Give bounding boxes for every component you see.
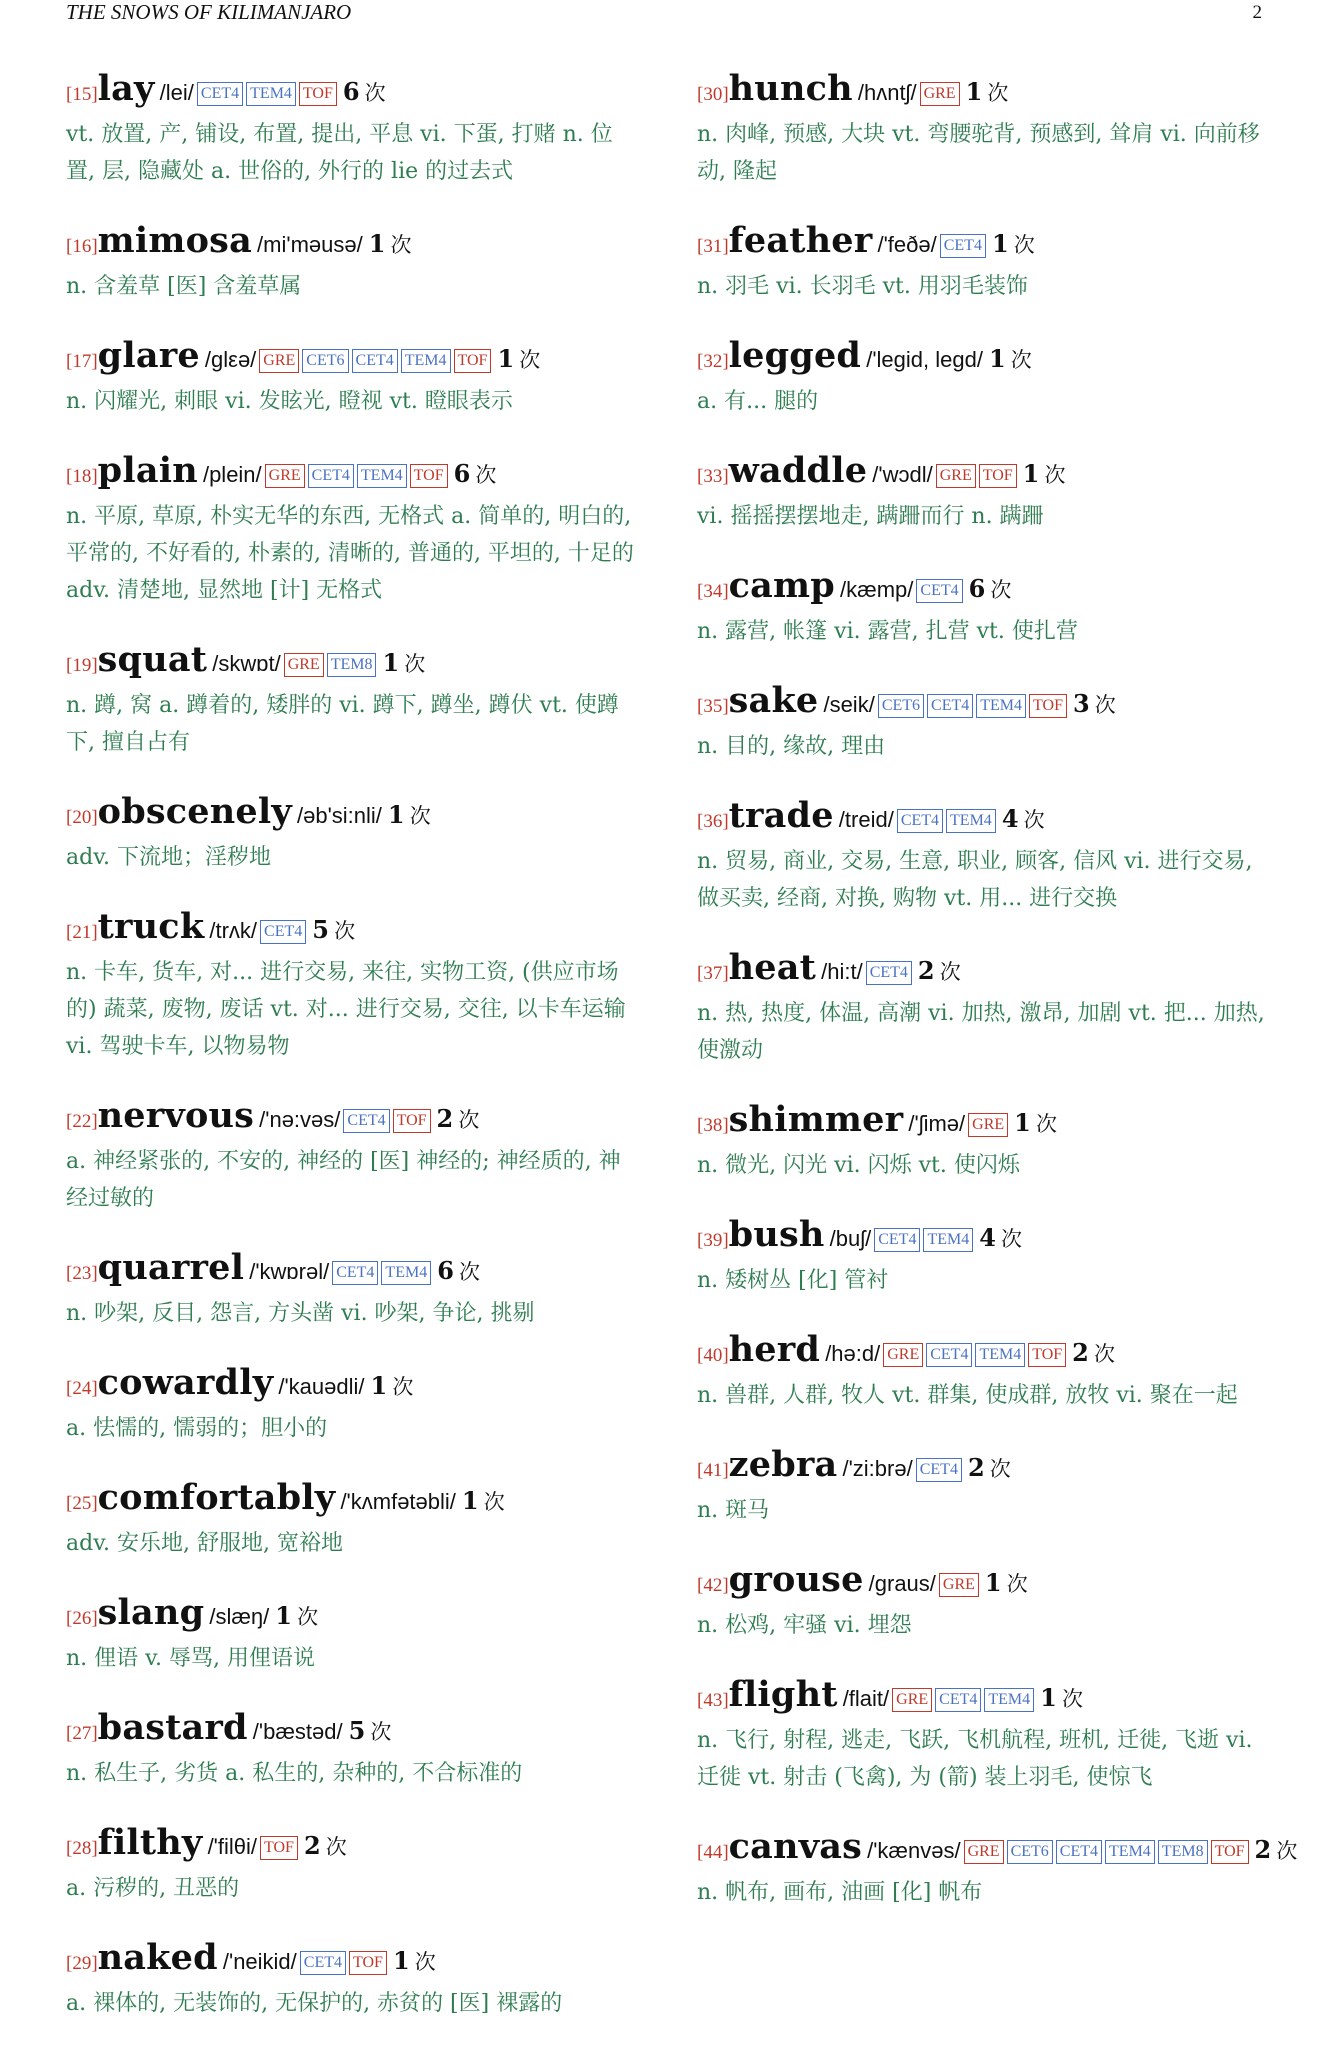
entry-headline: [697, 68, 1275, 116]
vocab-entry: [66, 639, 634, 761]
exam-tag-cet4: CET4: [926, 1343, 972, 1367]
entry-headline: [697, 1826, 1298, 1874]
definition: a. 污秽的, 丑恶的: [66, 1876, 240, 1901]
exam-tag-gre: GRE: [883, 1343, 923, 1367]
entry-headline: [697, 450, 1275, 498]
exam-tag-cet4: CET4: [352, 349, 398, 373]
count-unit: 次: [475, 463, 497, 487]
exam-tag-cet6: CET6: [878, 694, 924, 718]
occurrence-count: 1: [1022, 459, 1040, 488]
entry-number: [19]: [66, 655, 98, 676]
exam-tag-tof: TOF: [393, 1109, 431, 1133]
occurrence-count: 5: [348, 1716, 366, 1745]
occurrence-count: 2: [1072, 1338, 1089, 1367]
headword: feather: [728, 220, 873, 261]
headword: hunch: [728, 68, 853, 109]
pronunciation: /'wɔdl/: [872, 462, 933, 487]
exam-tag-gre: GRE: [964, 1840, 1004, 1864]
definition: a. 有... 腿的: [697, 389, 819, 414]
entry-number: [34]: [697, 581, 729, 602]
entry-number: [15]: [66, 84, 98, 105]
entry-headline: [66, 1477, 634, 1525]
definition: n. 兽群, 人群, 牧人 vt. 群集, 使成群, 放牧 vi. 聚在一起: [697, 1383, 1238, 1408]
entry-headline: [697, 1099, 1275, 1147]
exam-tag-cet4: CET4: [300, 1951, 346, 1975]
entry-headline: [66, 1247, 634, 1295]
occurrence-count: 4: [1001, 804, 1019, 833]
exam-tag-tem4: TEM4: [923, 1228, 973, 1252]
definition: n. 肉峰, 预感, 大块 vt. 弯腰驼背, 预感到, 耸肩 vi. 向前移动, 隆起: [697, 122, 1260, 184]
pronunciation: /'zi:brə/: [842, 1456, 913, 1481]
vocab-entry: [697, 795, 1275, 917]
exam-tag-tem4: TEM4: [1105, 1840, 1155, 1864]
count-unit: 次: [325, 1835, 347, 1859]
headword: zebra: [728, 1444, 838, 1485]
count-unit: 次: [1010, 348, 1032, 372]
vocab-entry: [697, 947, 1275, 1069]
exam-tag-cet4: CET4: [927, 694, 973, 718]
occurrence-count: 1: [988, 344, 1006, 373]
count-unit: 次: [414, 1950, 436, 1974]
entry-headline: [66, 1822, 634, 1870]
vocab-entry: [697, 1674, 1275, 1796]
occurrence-count: 1: [497, 344, 515, 373]
vocab-entry: [66, 335, 634, 420]
exam-tag-gre: GRE: [284, 653, 324, 677]
occurrence-count: 2: [917, 956, 935, 985]
exam-tag-tem4: TEM4: [984, 1688, 1034, 1712]
occurrence-count: 1: [275, 1601, 292, 1630]
exam-tag-cet6: CET6: [302, 349, 348, 373]
headword: trade: [728, 795, 834, 836]
occurrence-count: 1: [991, 229, 1009, 258]
pronunciation: /skwɒt/: [212, 651, 281, 676]
entry-number: [41]: [697, 1460, 729, 1481]
entry-number: [20]: [66, 807, 98, 828]
definition: n. 蹲, 窝 a. 蹲着的, 矮胖的 vi. 蹲下, 蹲坐, 蹲伏 vt. 使蹲下, 擅自占有: [66, 693, 619, 755]
exam-tag-gre: GRE: [259, 349, 299, 373]
pronunciation: /mi'məusə/: [257, 232, 363, 257]
occurrence-count: 2: [436, 1104, 454, 1133]
definition: n. 目的, 缘故, 理由: [697, 734, 886, 759]
entry-headline: [66, 791, 634, 839]
pronunciation: /'kʌmfətəbli/: [340, 1489, 456, 1514]
entry-number: [17]: [66, 351, 98, 372]
vocab-entry: [697, 68, 1275, 190]
entry-headline: [697, 1674, 1275, 1722]
definition: n. 含羞草 [医] 含羞草属: [66, 274, 302, 299]
occurrence-count: 1: [382, 648, 400, 677]
exam-tag-tem4: TEM4: [381, 1261, 431, 1285]
entry-number: [28]: [66, 1838, 98, 1859]
exam-tag-tem4: TEM4: [975, 1343, 1025, 1367]
count-unit: 次: [297, 1605, 319, 1629]
vocab-entry: [66, 1362, 634, 1447]
exam-tag-tem4: TEM4: [976, 694, 1026, 718]
definition: n. 微光, 闪光 vi. 闪烁 vt. 使闪烁: [697, 1153, 1020, 1178]
pronunciation: /treid/: [838, 807, 894, 832]
definition: n. 羽毛 vi. 长羽毛 vt. 用羽毛装饰: [697, 274, 1028, 299]
vocab-entry: [66, 1247, 634, 1332]
entry-number: [39]: [697, 1230, 729, 1251]
pronunciation: /əb'si:nli/: [297, 803, 382, 828]
headword: plain: [97, 450, 198, 491]
entry-headline: [66, 68, 634, 116]
vocab-entry: [697, 220, 1275, 305]
occurrence-count: 1: [370, 1371, 388, 1400]
entry-number: [42]: [697, 1575, 729, 1596]
entry-number: [31]: [697, 236, 729, 257]
exam-tag-cet4: CET4: [197, 82, 243, 106]
headword: truck: [97, 906, 205, 947]
exam-tag-tof: TOF: [454, 349, 492, 373]
occurrence-count: 6: [453, 459, 471, 488]
entry-headline: [697, 220, 1275, 268]
definition: n. 矮树丛 [化] 管衬: [697, 1268, 889, 1293]
pronunciation: /glεə/: [204, 347, 257, 372]
exam-tag-tof: TOF: [299, 82, 337, 106]
exam-tag-tof: TOF: [410, 464, 448, 488]
definition: a. 裸体的, 无装饰的, 无保护的, 赤贫的 [医] 裸露的: [66, 1991, 563, 2016]
pronunciation: /hi:t/: [821, 959, 863, 984]
entry-number: [35]: [697, 696, 729, 717]
entry-number: [21]: [66, 922, 98, 943]
occurrence-count: 6: [437, 1256, 454, 1285]
entry-headline: [66, 639, 634, 687]
vocab-entry: [697, 450, 1275, 535]
entry-number: [24]: [66, 1378, 98, 1399]
count-unit: 次: [1276, 1839, 1298, 1863]
exam-tag-gre: GRE: [936, 464, 976, 488]
count-unit: 次: [483, 1490, 505, 1514]
pronunciation: /hʌntʃ/: [857, 80, 917, 105]
entry-number: [22]: [66, 1111, 98, 1132]
pronunciation: /'kauədli/: [278, 1374, 365, 1399]
occurrence-count: 5: [312, 915, 329, 944]
exam-tag-cet4: CET4: [940, 234, 986, 258]
headword: flight: [728, 1674, 838, 1715]
headword: grouse: [728, 1559, 864, 1600]
vocab-entry: [66, 1937, 634, 2022]
entry-number: [44]: [697, 1842, 729, 1863]
exam-tag-gre: GRE: [968, 1113, 1008, 1137]
count-unit: 次: [989, 1457, 1011, 1481]
headword: comfortably: [97, 1477, 336, 1518]
entry-headline: [697, 565, 1275, 613]
entry-number: [25]: [66, 1493, 98, 1514]
pronunciation: /hə:d/: [825, 1341, 881, 1366]
entry-number: [36]: [697, 811, 729, 832]
entry-number: [29]: [66, 1953, 98, 1974]
exam-tag-tof: TOF: [1211, 1840, 1249, 1864]
entry-number: [26]: [66, 1608, 98, 1629]
definition: vi. 摇摇摆摆地走, 蹒跚而行 n. 蹒跚: [697, 504, 1044, 529]
headword: nervous: [97, 1095, 255, 1136]
entry-number: [23]: [66, 1263, 98, 1284]
vocab-entry: [697, 565, 1275, 650]
count-unit: 次: [1023, 808, 1045, 832]
exam-tag-cet4: CET4: [260, 920, 306, 944]
entry-number: [32]: [697, 351, 729, 372]
exam-tag-cet4: CET4: [897, 809, 943, 833]
headword: filthy: [97, 1822, 203, 1863]
headword: lay: [97, 68, 155, 109]
entry-number: [43]: [697, 1690, 729, 1711]
occurrence-count: 1: [392, 1946, 410, 1975]
occurrence-count: 1: [368, 229, 386, 258]
definition: adv. 安乐地, 舒服地, 宽裕地: [66, 1531, 343, 1556]
definition: n. 平原, 草原, 朴实无华的东西, 无格式 a. 简单的, 明白的, 平常的, 不好看的, 朴素的, 清晰的, 普通的, 平坦的, 十足的 adv. 清楚地, 显然地 [计] 无格式: [66, 504, 634, 603]
count-unit: 次: [392, 1375, 414, 1399]
pronunciation: /'filθi/: [207, 1834, 257, 1859]
exam-tag-cet4: CET4: [874, 1228, 920, 1252]
definition: n. 帆布, 画布, 油画 [化] 帆布: [697, 1880, 983, 1905]
entry-headline: [66, 906, 634, 954]
occurrence-count: 1: [1040, 1683, 1057, 1712]
headword: bastard: [97, 1707, 248, 1748]
entry-headline: [697, 1329, 1275, 1377]
occurrence-count: 2: [303, 1831, 321, 1860]
entry-number: [18]: [66, 466, 98, 487]
exam-tag-tem8: TEM8: [327, 653, 377, 677]
exam-tag-cet4: CET4: [1056, 1840, 1102, 1864]
exam-tag-tof: TOF: [1028, 1343, 1066, 1367]
count-unit: 次: [459, 1260, 480, 1284]
headword: legged: [728, 335, 862, 376]
vocab-entry: [697, 1099, 1275, 1184]
entry-number: [16]: [66, 236, 98, 257]
vocab-entry: [697, 335, 1275, 420]
count-unit: 次: [370, 1720, 392, 1744]
occurrence-count: 1: [461, 1486, 479, 1515]
entry-headline: [697, 1559, 1275, 1607]
entry-headline: [697, 680, 1275, 728]
entry-number: [40]: [697, 1345, 729, 1366]
entry-number: [37]: [697, 963, 729, 984]
pronunciation: /slæŋ/: [209, 1604, 270, 1629]
exam-tag-tem4: TEM4: [401, 349, 451, 373]
exam-tag-cet6: CET6: [1007, 1840, 1053, 1864]
exam-tag-tof: TOF: [260, 1836, 298, 1860]
entry-number: [27]: [66, 1723, 98, 1744]
headword: quarrel: [97, 1247, 245, 1288]
pronunciation: /seik/: [823, 692, 875, 717]
definition: n. 闪耀光, 刺眼 vi. 发眩光, 瞪视 vt. 瞪眼表示: [66, 389, 513, 414]
count-unit: 次: [1035, 1112, 1057, 1136]
headword: squat: [97, 639, 208, 680]
occurrence-count: 1: [387, 800, 405, 829]
pronunciation: /graus/: [868, 1571, 936, 1596]
count-unit: 次: [364, 81, 386, 105]
pronunciation: /flait/: [842, 1686, 890, 1711]
definition: n. 贸易, 商业, 交易, 生意, 职业, 顾客, 信风 vi. 进行交易, 做买卖, 经商, 对换, 购物 vt. 用... 进行交换: [697, 849, 1253, 911]
vocab-entry: [66, 1095, 634, 1217]
entry-number: [30]: [697, 84, 729, 105]
occurrence-count: 6: [342, 77, 360, 106]
entry-headline: [66, 1362, 634, 1410]
pronunciation: /'ʃimə/: [908, 1111, 966, 1136]
pronunciation: /plein/: [202, 462, 262, 487]
pronunciation: /lei/: [159, 80, 194, 105]
headword: cowardly: [97, 1362, 274, 1403]
pronunciation: /buʃ/: [829, 1226, 872, 1251]
entry-number: [38]: [697, 1115, 729, 1136]
definition: n. 私生子, 劣货 a. 私生的, 杂种的, 不合标准的: [66, 1761, 523, 1786]
exam-tag-gre: GRE: [265, 464, 305, 488]
headword: canvas: [728, 1826, 863, 1867]
exam-tag-tof: TOF: [349, 1951, 387, 1975]
exam-tag-cet4: CET4: [866, 961, 912, 985]
definition: a. 怯懦的, 懦弱的；胆小的: [66, 1416, 328, 1441]
count-unit: 次: [409, 804, 431, 828]
headword: waddle: [728, 450, 868, 491]
count-unit: 次: [390, 233, 412, 257]
occurrence-count: 1: [984, 1568, 1002, 1597]
occurrence-count: 2: [967, 1453, 985, 1482]
headword: bush: [728, 1214, 825, 1255]
vocab-entry: [66, 906, 634, 1065]
definition: n. 斑马: [697, 1498, 770, 1523]
pronunciation: /kæmp/: [840, 577, 914, 602]
exam-tag-gre: GRE: [892, 1688, 932, 1712]
definition: n. 松鸡, 牢骚 vi. 埋怨: [697, 1613, 912, 1638]
definition: n. 热, 热度, 体温, 高潮 vi. 加热, 激昂, 加剧 vt. 把... 加热, 使激动: [697, 1001, 1265, 1063]
headword: naked: [97, 1937, 218, 1978]
definition: a. 神经紧张的, 不安的, 神经的 [医] 神经的; 神经质的, 神经过敏的: [66, 1149, 621, 1211]
occurrence-count: 1: [1014, 1108, 1031, 1137]
count-unit: 次: [458, 1108, 480, 1132]
definition: n. 卡车, 货车, 对... 进行交易, 来往, 实物工资, (供应市场的) 蔬菜, 废物, 废话 vt. 对... 进行交易, 交往, 以卡车运输 vi. 驾驶卡车, 以物易物: [66, 960, 626, 1059]
count-unit: 次: [1061, 1687, 1083, 1711]
left-column: [66, 68, 634, 2052]
headword: slang: [97, 1592, 205, 1633]
exam-tag-cet4: CET4: [308, 464, 354, 488]
entry-headline: [66, 335, 634, 383]
occurrence-count: 2: [1254, 1835, 1272, 1864]
count-unit: 次: [404, 652, 426, 676]
exam-tag-cet4: CET4: [916, 1458, 962, 1482]
entry-headline: [697, 1214, 1275, 1262]
vocab-entry: [66, 220, 634, 305]
entry-headline: [697, 947, 1275, 995]
headword: sake: [728, 680, 819, 721]
definition: adv. 下流地；淫秽地: [66, 845, 272, 870]
exam-tag-tem4: TEM4: [946, 809, 996, 833]
headword: herd: [728, 1329, 821, 1370]
exam-tag-cet4: CET4: [916, 579, 962, 603]
pronunciation: /'legid, legd/: [866, 347, 983, 372]
exam-tag-cet4: CET4: [935, 1688, 981, 1712]
exam-tag-tem4: TEM4: [357, 464, 407, 488]
exam-tag-gre: GRE: [920, 82, 960, 106]
entry-headline: [697, 335, 1275, 383]
entry-headline: [697, 1444, 1275, 1492]
entry-headline: [66, 1707, 634, 1755]
vocab-entry: [697, 1329, 1275, 1414]
pronunciation: /'bæstəd/: [252, 1719, 343, 1744]
vocab-entry: [697, 1444, 1275, 1529]
exam-tag-tem8: TEM8: [1158, 1840, 1208, 1864]
headword: shimmer: [728, 1099, 904, 1140]
entry-headline: [66, 1937, 634, 1985]
headword: heat: [728, 947, 817, 988]
count-unit: 次: [1044, 463, 1066, 487]
exam-tag-cet4: CET4: [343, 1109, 389, 1133]
pronunciation: /'kwɒrəl/: [249, 1259, 330, 1284]
pronunciation: /trʌk/: [209, 918, 258, 943]
definition: n. 飞行, 射程, 逃走, 飞跃, 飞机航程, 班机, 迁徙, 飞逝 vi. 迁徙 vt. 射击 (飞禽), 为 (箭) 装上羽毛, 使惊飞: [697, 1728, 1253, 1790]
occurrence-count: 3: [1072, 689, 1090, 718]
count-unit: 次: [1013, 233, 1035, 257]
occurrence-count: 4: [979, 1223, 996, 1252]
vocab-entry: [697, 680, 1275, 765]
definition: n. 俚语 v. 辱骂, 用俚语说: [66, 1646, 315, 1671]
right-column: [697, 68, 1298, 1941]
vocab-entry: [697, 1559, 1275, 1644]
count-unit: 次: [1001, 1227, 1023, 1251]
count-unit: 次: [990, 578, 1012, 602]
vocab-entry: [66, 1477, 634, 1562]
page-number: 2: [1252, 2, 1262, 23]
definition: vt. 放置, 产, 铺设, 布置, 提出, 平息 vi. 下蛋, 打赌 n. 位置, 层, 隐藏处 a. 世俗的, 外行的 lie 的过去式: [66, 122, 613, 184]
definition: n. 吵架, 反目, 怨言, 方头凿 vi. 吵架, 争论, 挑剔: [66, 1301, 535, 1326]
vocab-entry: [66, 1707, 634, 1792]
headword: camp: [728, 565, 835, 606]
vocab-entry: [66, 450, 634, 609]
entry-headline: [66, 450, 634, 498]
count-unit: 次: [987, 81, 1009, 105]
count-unit: 次: [1093, 1342, 1115, 1366]
occurrence-count: 1: [965, 77, 983, 106]
exam-tag-tof: TOF: [1029, 694, 1067, 718]
entry-headline: [697, 795, 1275, 843]
occurrence-count: 6: [968, 574, 986, 603]
exam-tag-tof: TOF: [979, 464, 1017, 488]
vocab-entry: [66, 1822, 634, 1907]
pronunciation: /'feðə/: [877, 232, 937, 257]
vocab-entry: [66, 1592, 634, 1677]
entry-number: [33]: [697, 466, 729, 487]
vocab-entry: [66, 791, 634, 876]
headword: obscenely: [97, 791, 292, 832]
pronunciation: /'neikid/: [222, 1949, 297, 1974]
count-unit: 次: [519, 348, 541, 372]
entry-headline: [66, 1095, 634, 1143]
vocab-entry: [697, 1826, 1298, 1911]
vocab-entry: [66, 68, 634, 190]
count-unit: 次: [1094, 693, 1116, 717]
running-header: THE SNOWS OF KILIMANJARO: [66, 0, 352, 24]
definition: n. 露营, 帐篷 vi. 露营, 扎营 vt. 使扎营: [697, 619, 1078, 644]
vocab-entry: [697, 1214, 1275, 1299]
entry-headline: [66, 220, 634, 268]
headword: mimosa: [97, 220, 252, 261]
pronunciation: /'kænvəs/: [867, 1838, 961, 1863]
count-unit: 次: [1006, 1572, 1028, 1596]
pronunciation: /'nə:vəs/: [259, 1107, 341, 1132]
count-unit: 次: [939, 960, 961, 984]
exam-tag-gre: GRE: [939, 1573, 979, 1597]
exam-tag-tem4: TEM4: [246, 82, 296, 106]
count-unit: 次: [334, 919, 356, 943]
headword: glare: [97, 335, 200, 376]
entry-headline: [66, 1592, 634, 1640]
exam-tag-cet4: CET4: [332, 1261, 378, 1285]
